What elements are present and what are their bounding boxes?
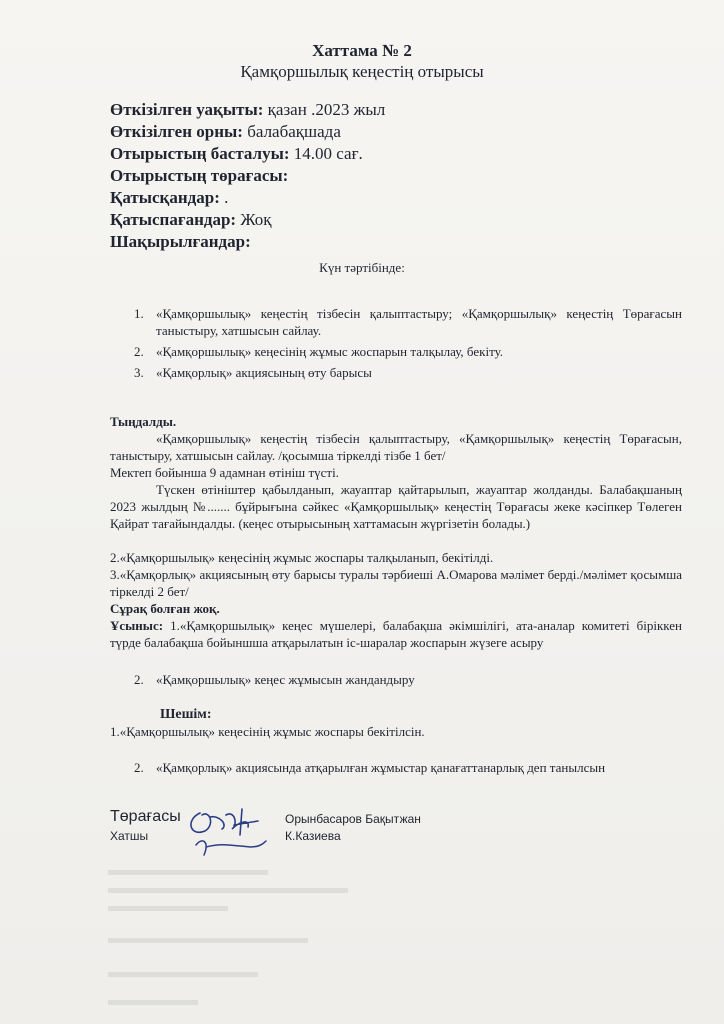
info-attendees: [110, 187, 228, 209]
info-place-value: балабақшада: [242, 122, 341, 141]
agenda-item-number: 3.: [134, 365, 144, 380]
info-absent-value: Жоқ: [236, 210, 272, 229]
no-questions: Сұрақ болған жоқ.: [110, 601, 220, 616]
heard-paragraph-1: «Қамқоршылық» кеңестің тізбесін қалыптастыру, «Қамқоршылық» кеңестің Төрағасын, таныстыру, хатшысын сайлау. /қосымша тіркелді тізбе 1 бет/: [110, 431, 682, 463]
info-attendees-label: Қатысқандар:: [110, 188, 220, 207]
chair-label: Төрағасы: [110, 808, 181, 825]
info-date: [110, 99, 385, 121]
agenda-item-number: 1.: [134, 306, 144, 321]
chair-name: Орынбасаров Бақытжан: [285, 812, 421, 826]
info-start-label: Отырыстың басталуы:: [110, 144, 290, 163]
info-start-time: [110, 143, 363, 165]
decision-item-2: [110, 759, 682, 776]
info-start-value: 14.00 сағ.: [289, 144, 363, 163]
heard-heading: Тыңдалды.: [110, 414, 177, 429]
agenda-item-text: «Қамқоршылық» кеңестің тізбесін қалыптастыру; «Қамқоршылық» кеңестің Төрағасын таныстыру, хатшысын сайлау.: [156, 306, 682, 338]
info-chair-label: Отырыстың төрағасы:: [110, 166, 289, 185]
info-absent: [110, 209, 271, 231]
proposal-item-2: [110, 671, 682, 688]
agenda-title: Күн тәртібінде:: [319, 260, 405, 275]
info-chair: [110, 165, 288, 187]
proposal-item-text: «Қамқоршылық» кеңес жұмысын жандандыру: [156, 672, 415, 687]
agenda-item: [110, 343, 682, 360]
heard-paragraph-5: 3.«Қамқорлық» акциясының өту барысы туралы тәрбиеші А.Омарова мәлімет берді./мәлімет қосымша тіркелді 2 бет/: [110, 567, 682, 599]
document-title: Хаттама № 2: [312, 41, 412, 60]
secretary-name: К.Казиева: [285, 829, 341, 843]
document-subtitle: Қамқоршылық кеңестің отырысы: [240, 62, 484, 81]
info-invited-label: Шақырылғандар:: [110, 232, 251, 251]
heard-paragraph-3: Түскен өтініштер қабылданып, жауаптар қайтарылып, жауаптар жолданды. Балабақшаның 2023 жылдың №....... бұйрығына сәйкес «Қамқоршылық» кеңестің Төрағасы жеке кәсіпкер Төлеген Қайрат тағайындалды. (кеңес отырысының хаттамасын жүргізетін болады.): [110, 482, 682, 531]
decision-heading: Шешім:: [160, 707, 212, 722]
secretary-label: Хатшы: [110, 829, 149, 843]
agenda-item-text: «Қамқоршылық» кеңесінің жұмыс жоспарын талқылау, бекіту.: [156, 344, 504, 359]
agenda-item: [110, 364, 682, 381]
info-invited: [110, 231, 251, 253]
faint-scan-marks: [108, 860, 528, 1020]
handwritten-signatures: [180, 795, 275, 865]
info-place: [110, 121, 341, 143]
decision-item-1: 1.«Қамқоршылық» кеңесінің жұмыс жоспары бекітілсін.: [110, 724, 425, 739]
proposal-text: 1.«Қамқоршылық» кеңес мүшелері, балабақша әкімшілігі, ата-аналар комитеті біріккен түрде балабақша бойыншша атқарылатын іс-шаралар жоспарын жүзеге асыру: [110, 618, 682, 650]
agenda-list: [110, 305, 682, 385]
agenda-item-text: «Қамқорлық» акциясының өту барысы: [156, 365, 372, 380]
info-absent-label: Қатыспағандар:: [110, 210, 237, 229]
info-date-value: қазан .2023 жыл: [263, 100, 386, 119]
proposal-label: Ұсыныс:: [110, 618, 164, 633]
agenda-item-number: 2.: [134, 344, 144, 359]
decision-item-number: 2.: [134, 760, 144, 775]
secretary-signature: [196, 841, 266, 855]
info-date-label: Өткізілген уақыты:: [110, 100, 264, 119]
proposal: [110, 617, 682, 651]
heard-paragraph-2: Мектеп бойынша 9 адамнан өтініш түсті.: [110, 465, 339, 480]
chair-signature: [191, 809, 258, 835]
info-attendees-value: .: [219, 188, 229, 207]
info-place-label: Өткізілген орны:: [110, 122, 243, 141]
decision-item-text: «Қамқорлық» акциясында атқарылған жұмыстар қанағаттанарлық деп танылсын: [156, 760, 606, 775]
agenda-item: [110, 305, 682, 339]
proposal-item-number: 2.: [134, 672, 144, 687]
heard-paragraph-4: 2.«Қамқоршылық» кеңесінің жұмыс жоспары талқыланып, бекітілді.: [110, 550, 494, 565]
